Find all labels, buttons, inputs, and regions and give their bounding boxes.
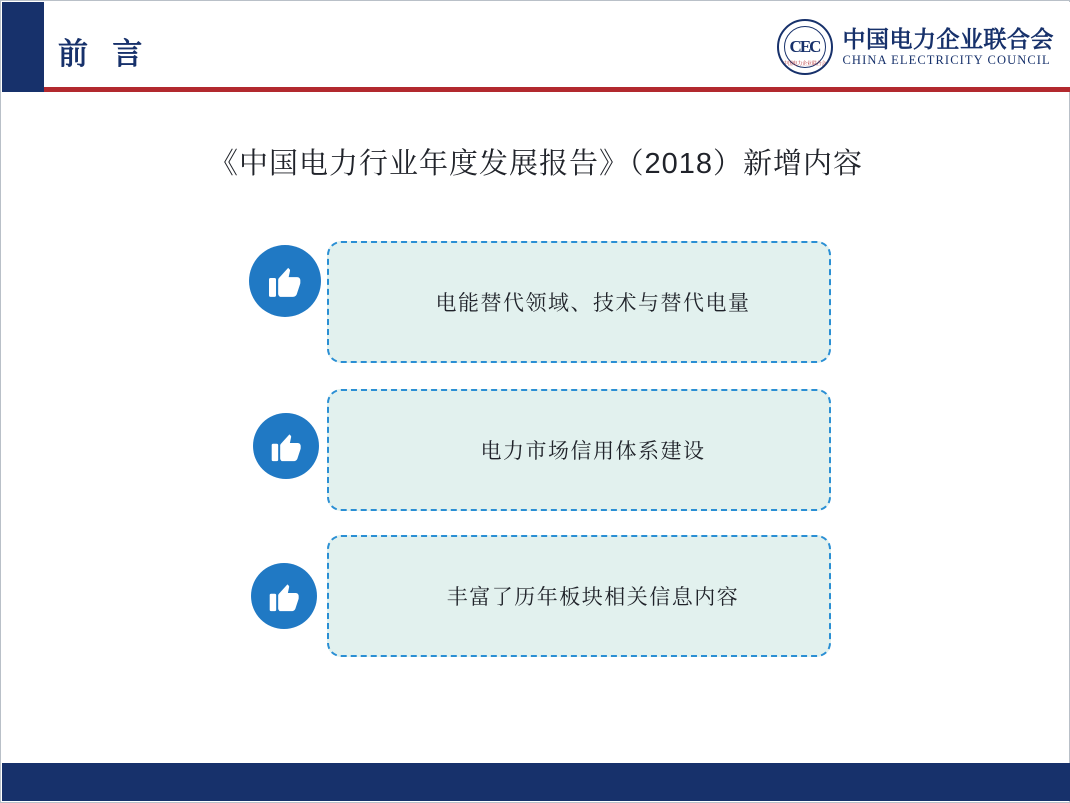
header-rule-red [44,87,1070,92]
cec-logo-name-cn: 中国电力企业联合会 [842,25,1054,52]
list-item [249,389,831,511]
cec-logo-mark-subtext: 中国电力企业联合会 [782,61,827,67]
thumbs-up-icon [249,245,321,317]
cec-logo [777,16,1055,78]
slide-footer [2,763,1070,801]
header-accent-bar [2,2,44,90]
item-label: 电力市场信用体系建设 [480,440,706,463]
cec-logo-mark-text: CEC [789,37,820,56]
item-box [327,241,831,363]
item-box [327,389,831,511]
list-item [249,241,831,363]
thumbs-up-icon [253,413,319,479]
cec-logo-mark-icon [777,19,833,75]
page-title: 前 言 [58,38,151,71]
item-box [327,535,831,657]
item-label: 电能替代领域、技术与替代电量 [435,292,751,315]
cec-logo-text [843,26,1055,69]
slide-header [2,2,1070,90]
list-item [249,535,831,657]
cec-logo-name-en: CHINA ELECTRICITY COUNCIL [842,53,1051,68]
item-label: 丰富了历年板块相关信息内容 [446,586,740,609]
slide-title: 《中国电力行业年度发展报告》（2018）新增内容 [208,148,863,180]
header-rule-blue [2,87,44,92]
thumbs-up-icon [251,563,317,629]
